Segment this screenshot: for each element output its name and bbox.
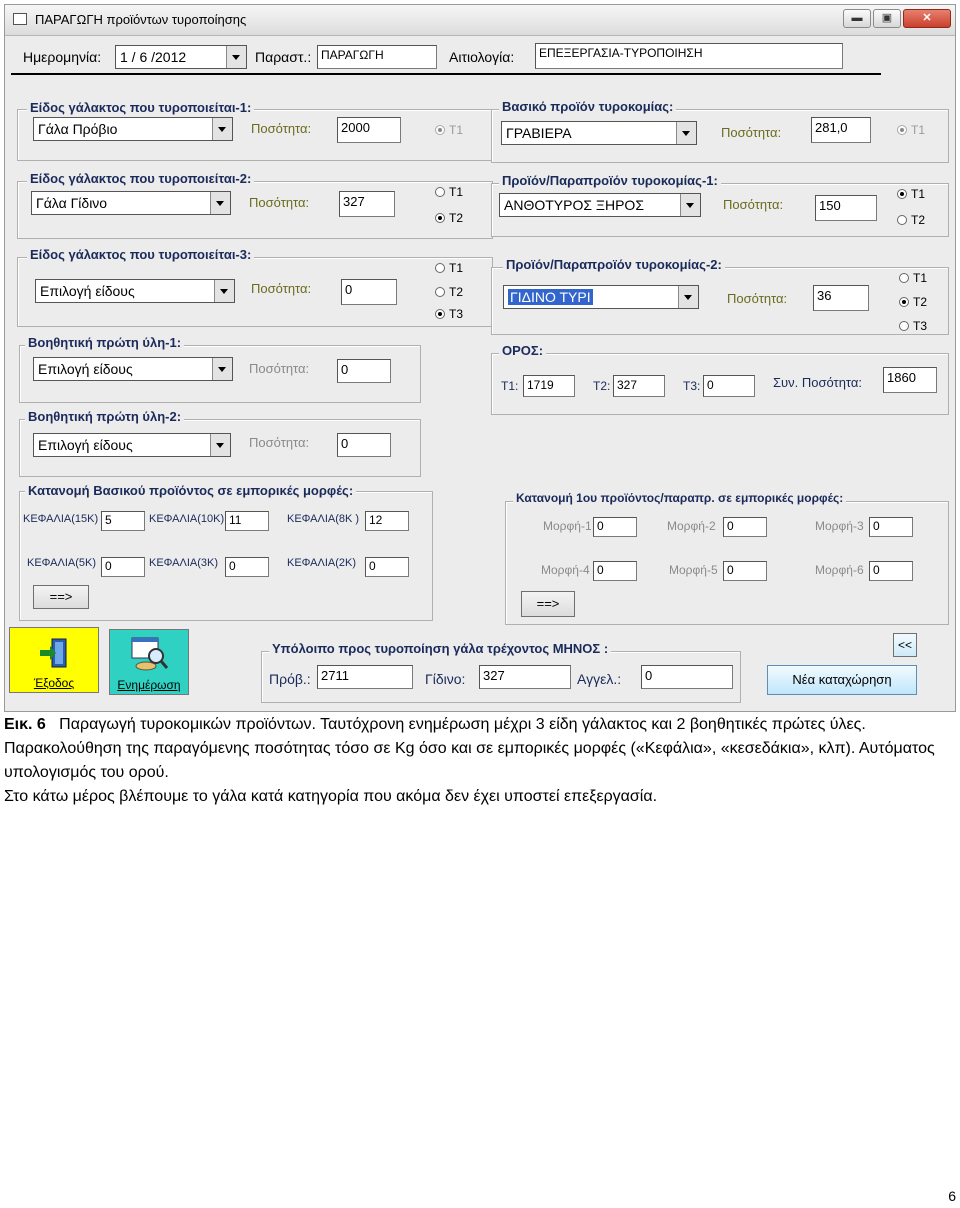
first-form-label-5: Μορφή-5 (669, 563, 718, 577)
milk-1-radio-t1[interactable]: T1 (435, 123, 463, 137)
first-form-label-3: Μορφή-3 (815, 519, 864, 533)
product-1-qty-label: Ποσότητα: (723, 197, 784, 212)
remaining-cow-field[interactable]: 0 (641, 665, 733, 689)
milk-3-type-select[interactable] (35, 279, 235, 303)
database-search-icon (130, 636, 170, 672)
basic-form-label-3: ΚΕΦΑΛΙΑ(8Κ ) (287, 513, 360, 525)
product-2-title: Προϊόν/Παραπροϊόν τυροκομίας-2: (503, 257, 725, 272)
milk-2-qty-label: Ποσότητα: (249, 195, 310, 210)
basic-product-select[interactable] (501, 121, 697, 145)
title-bar (5, 5, 955, 36)
basic-product-type: ΓΡΑΒΙΕΡΑ (506, 125, 572, 141)
whey-t3-label: Τ3: (683, 379, 701, 393)
whey-total-label: Συν. Ποσότητα: (773, 375, 863, 390)
remaining-goat-field[interactable]: 327 (479, 665, 571, 689)
whey-t3-field[interactable]: 0 (703, 375, 755, 397)
chevron-down-icon[interactable] (212, 118, 232, 140)
exit-label: Έξοδος (33, 676, 75, 690)
whey-title: ΟΡΟΣ: (499, 343, 546, 358)
aux-1-qty-label: Ποσότητα: (249, 361, 310, 376)
first-form-field-5[interactable]: 0 (723, 561, 767, 581)
basic-form-label-1: ΚΕΦΑΛΙΑ(15Κ) (23, 513, 99, 525)
remaining-sheep-field[interactable]: 2711 (317, 665, 413, 689)
basic-form-field-4[interactable]: 0 (101, 557, 145, 577)
basic-form-label-5: ΚΕΦΑΛΙΑ(3Κ) (149, 557, 218, 569)
chevron-down-icon[interactable] (212, 358, 232, 380)
page-number: 6 (948, 1188, 956, 1204)
product-2-select[interactable] (503, 285, 699, 309)
back-button[interactable]: << (893, 633, 917, 657)
exit-door-icon (38, 636, 72, 670)
first-forms-title: Κατανομή 1ου προϊόντος/παραπρ. σε εμπορικές μορφές: (513, 491, 846, 505)
chevron-down-icon[interactable] (226, 46, 246, 68)
first-form-field-3[interactable]: 0 (869, 517, 913, 537)
chevron-down-icon[interactable] (210, 192, 230, 214)
milk-3-title: Είδος γάλακτος που τυροποιείται-3: (27, 247, 254, 262)
milk-1-type-select[interactable] (33, 117, 233, 141)
product-2-type: ΓΙΔΙΝΟ ΤΥΡΙ (510, 289, 591, 305)
product-2-qty-label: Ποσότητα: (727, 291, 788, 306)
milk-3-qty-field[interactable]: 0 (341, 279, 397, 305)
milk-2-radio-t2[interactable]: T2 (435, 211, 463, 225)
milk-2-title: Είδος γάλακτος που τυροποιείται-2: (27, 171, 254, 186)
milk-1-qty-field[interactable]: 2000 (337, 117, 401, 143)
exit-button[interactable] (9, 627, 99, 693)
whey-t1-label: Τ1: (501, 379, 519, 393)
milk-2-type-select[interactable] (31, 191, 231, 215)
basic-forms-title: Κατανομή Βασικού προϊόντος σε εμπορικές μορφές: (25, 483, 356, 498)
chevron-down-icon[interactable] (678, 286, 698, 308)
product-1-radio-t1[interactable]: T1 (897, 187, 925, 201)
chevron-down-icon[interactable] (680, 194, 700, 216)
first-form-label-1: Μορφή-1 (543, 519, 592, 533)
milk-1-title: Είδος γάλακτος που τυροποιείται-1: (27, 100, 254, 115)
aux-2-type: Επιλογή είδους (38, 437, 133, 453)
milk-2-type: Γάλα Γίδινο (36, 195, 108, 211)
aux-1-type-select[interactable] (33, 357, 233, 381)
aux-1-title: Βοηθητική πρώτη ύλη-1: (25, 335, 184, 350)
first-form-label-2: Μορφή-2 (667, 519, 716, 533)
aux-2-qty-field[interactable]: 0 (337, 433, 391, 457)
update-label: Ενημέρωση (117, 678, 181, 692)
aux-1-qty-field[interactable]: 0 (337, 359, 391, 383)
app-icon (13, 13, 27, 25)
first-form-field-1[interactable]: 0 (593, 517, 637, 537)
aux-1-type: Επιλογή είδους (38, 361, 133, 377)
basic-form-label-6: ΚΕΦΑΛΙΑ(2Κ) (287, 557, 356, 569)
milk-2-radio-t1[interactable]: T1 (435, 185, 463, 199)
app-window (4, 4, 956, 712)
date-label: Ημερομηνία: (23, 49, 102, 65)
new-entry-button[interactable]: Νέα καταχώρηση (767, 665, 917, 695)
whey-t2-label: Τ2: (593, 379, 611, 393)
milk-2-qty-field[interactable]: 327 (339, 191, 395, 217)
close-button[interactable]: ✕ (903, 9, 951, 28)
basic-forms-apply-button[interactable]: ==> (33, 585, 89, 609)
product-2-radio-t2[interactable]: T2 (899, 295, 927, 309)
figure-number: Εικ. 6 (4, 716, 46, 733)
basic-form-field-2[interactable]: 11 (225, 511, 269, 531)
milk-1-type: Γάλα Πρόβιο (38, 121, 118, 137)
basic-form-field-6[interactable]: 0 (365, 557, 409, 577)
first-form-label-6: Μορφή-6 (815, 563, 864, 577)
whey-total-field[interactable]: 1860 (883, 367, 937, 393)
reason-field[interactable]: ΕΠΕΞΕΡΓΑΣΙΑ-ΤΥΡΟΠΟΙΗΣΗ (535, 43, 843, 69)
basic-product-radio-t1[interactable]: T1 (897, 123, 925, 137)
milk-3-radio-t2[interactable]: T2 (435, 285, 463, 299)
doc-field[interactable]: ΠΑΡΑΓΩΓΗ (317, 45, 437, 69)
caption-text-2: Στο κάτω μέρος βλέπουμε το γάλα κατά κατηγορία που ακόμα δεν έχει υποστεί επεξεργασία. (4, 788, 658, 805)
basic-form-label-4: ΚΕΦΑΛΙΑ(5Κ) (27, 557, 96, 569)
basic-form-field-3[interactable]: 12 (365, 511, 409, 531)
remaining-cow-label: Αγγελ.: (577, 671, 622, 687)
product-2-radio-t3[interactable]: T3 (899, 319, 927, 333)
product-2-qty-field[interactable]: 36 (813, 285, 869, 311)
remaining-milk-title: Υπόλοιπο προς τυροποίηση γάλα τρέχοντος ΜΗΝΟΣ : (269, 641, 611, 656)
first-forms-apply-button[interactable]: ==> (521, 591, 575, 617)
first-form-field-2[interactable]: 0 (723, 517, 767, 537)
date-picker[interactable] (115, 45, 247, 69)
product-1-qty-field[interactable]: 150 (815, 195, 877, 221)
doc-label: Παραστ.: (255, 49, 312, 65)
date-value: 1 / 6 /2012 (120, 49, 187, 65)
basic-form-field-5[interactable]: 0 (225, 557, 269, 577)
milk-1-qty-label: Ποσότητα: (251, 121, 312, 136)
aux-2-qty-label: Ποσότητα: (249, 435, 310, 450)
milk-3-radio-t3[interactable]: T3 (435, 307, 463, 321)
aux-2-type-select[interactable] (33, 433, 231, 457)
whey-t1-field[interactable]: 1719 (523, 375, 575, 397)
remaining-sheep-label: Πρόβ.: (269, 671, 311, 687)
chevron-down-icon[interactable] (210, 434, 230, 456)
chevron-down-icon[interactable] (676, 122, 696, 144)
basic-product-qty-label: Ποσότητα: (721, 125, 782, 140)
reason-label: Αιτιολογία: (449, 49, 515, 65)
basic-form-label-2: ΚΕΦΑΛΙΑ(10Κ) (149, 513, 225, 525)
basic-product-title: Βασικό προϊόν τυροκομίας: (499, 99, 676, 114)
product-1-title: Προϊόν/Παραπροϊόν τυροκομίας-1: (499, 173, 721, 188)
product-1-radio-t2[interactable]: T2 (897, 213, 925, 227)
basic-product-qty-field[interactable]: 281,0 (811, 117, 871, 143)
milk-3-radio-t1[interactable]: T1 (435, 261, 463, 275)
figure-caption (4, 713, 956, 809)
basic-form-field-1[interactable]: 5 (101, 511, 145, 531)
restore-button[interactable]: ▣ (873, 9, 901, 28)
first-form-label-4: Μορφή-4 (541, 563, 590, 577)
update-button[interactable] (109, 629, 189, 695)
product-1-type: ΑΝΘΟΤΥΡΟΣ ΞΗΡΟΣ (504, 197, 644, 213)
caption-text-1: Παραγωγή τυροκομικών προϊόντων. Ταυτόχρονη ενημέρωση μέχρι 3 είδη γάλακτος και 2 βοηθητικές πρώτες ύλες. Παρακολούθηση της παραγόμενης ποσότητας τόσο σε Kg όσο και σε εμπορικές μορφές («Κεφάλια», «κεσεδάκια», κλπ). Αυτόματος υπολογισμός του ορού. (4, 716, 935, 781)
header-divider (11, 73, 881, 75)
product-2-radio-t1[interactable]: T1 (899, 271, 927, 285)
window-title: ΠΑΡΑΓΩΓΗ προϊόντων τυροποίησης (35, 12, 247, 27)
whey-t2-field[interactable]: 327 (613, 375, 665, 397)
milk-3-type: Επιλογή είδους (40, 283, 135, 299)
aux-2-title: Βοηθητική πρώτη ύλη-2: (25, 409, 184, 424)
product-1-select[interactable] (499, 193, 701, 217)
milk-3-qty-label: Ποσότητα: (251, 281, 312, 296)
first-form-field-4[interactable]: 0 (593, 561, 637, 581)
minimize-button[interactable]: ▬ (843, 9, 871, 28)
first-form-field-6[interactable]: 0 (869, 561, 913, 581)
remaining-goat-label: Γίδινο: (425, 671, 466, 687)
chevron-down-icon[interactable] (214, 280, 234, 302)
